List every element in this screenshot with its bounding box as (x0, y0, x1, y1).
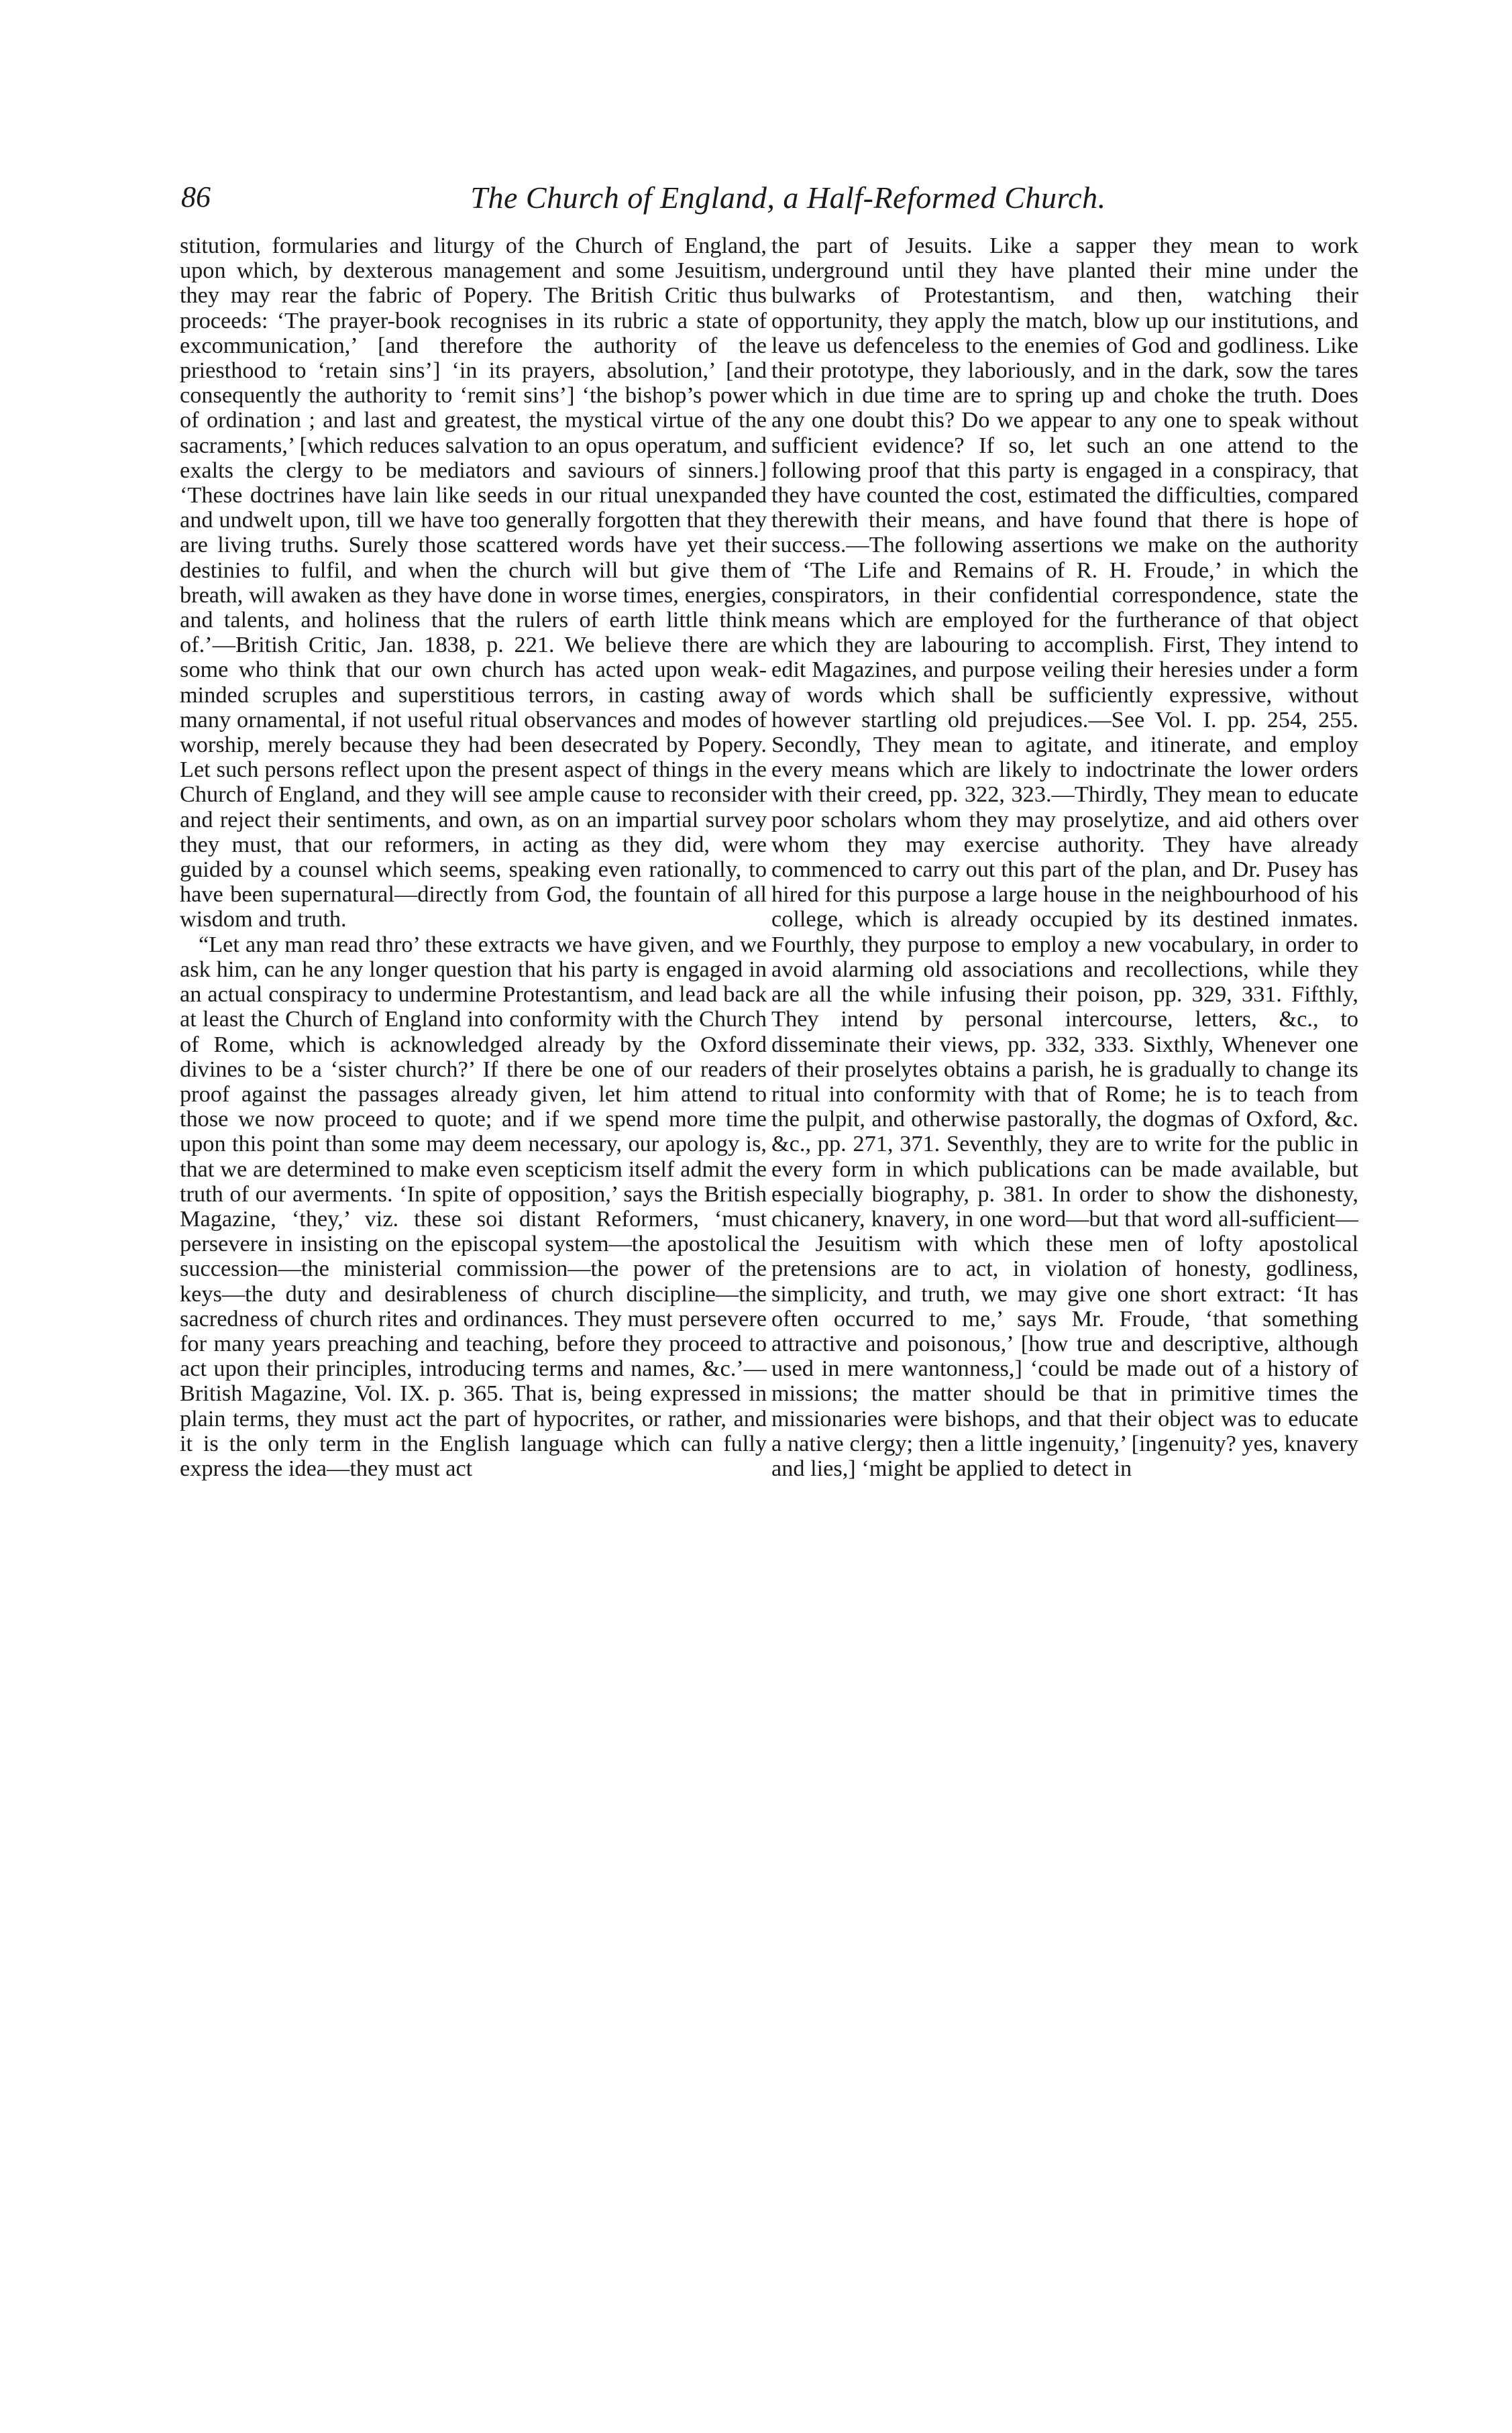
right-column (771, 233, 1358, 2367)
page-header (181, 180, 1395, 227)
left-column (180, 233, 767, 2367)
page-number: 86 (181, 180, 211, 213)
left-paragraph-1: stitution, formularies and liturgy of the Church of England, upon which, by dexterous management and some Jesuitism, they may rear the fabric of Popery. The British Critic thus proceeds: ‘The prayer-book recognises in its rubric a state of excommunication,’ [and therefore the authority of the priesthood to ‘retain sins’] ‘in its prayers, absolution,’ [and consequently the authority to ‘remit sins’] ‘the bishop’s power of ordination ; and last and greatest, the mystical virtue of the sacraments,’ [which reduces salvation to an opus operatum, and exalts the clergy to be mediators and saviours of sinners.] ‘These doctrines have lain like seeds in our ritual unexpanded and undwelt upon, till we have too generally forgotten that they are living truths. Surely those scattered words have yet their destinies to fulfil, and when the church will but give them breath, will awaken as they have done in worse times, energies, and talents, and holiness that the rulers of earth little think of.’—British Critic, Jan. 1838, p. 221. We believe there are some who think that our own church has acted upon weak-minded scruples and superstitious terrors, in casting away many ornamental, if not useful ritual observances and modes of worship, merely because they had been desecrated by Popery. Let such persons reflect upon the present aspect of things in the Church of England, and they will see ample cause to reconsider and reject their sentiments, and own, as on an impartial survey they must, that our reformers, in acting as they did, were guided by a counsel which seems, speaking even rationally, to have been supernatural—directly from God, the fountain of all wisdom and truth. (180, 233, 767, 932)
right-paragraph-1: the part of Jesuits. Like a sapper they mean to work underground until they have planted their mine under the bulwarks of Protestantism, and then, watching their opportunity, they apply the match, blow up our institutions, and leave us defenceless to the enemies of God and godliness. Like their prototype, they laboriously, and in the dark, sow the tares which in due time are to spring up and choke the truth. Does any one doubt this? Do we appear to any one to speak without sufficient evidence? If so, let such an one attend to the following proof that this party is engaged in a conspiracy, that they have counted the cost, estimated the difficulties, compared therewith their means, and have found that there is hope of success.—The following assertions we make on the authority of ‘The Life and Remains of R. H. Froude,’ in which the conspirators, in their confidential correspondence, state the means which are employed for the furtherance of that object which they are labouring to accomplish. First, They intend to edit Magazines, and purpose veiling their heresies under a form of words which shall be sufficiently expressive, without however startling old prejudices.—See Vol. I. pp. 254, 255. Secondly, They mean to agitate, and itinerate, and employ every means which are likely to indoctrinate the lower orders with their creed, pp. 322, 323.—Thirdly, They mean to educate poor scholars whom they may proselytize, and aid others over whom they may exercise authority. They have already commenced to carry out this part of the plan, and Dr. Pusey has hired for this purpose a large house in the neighbourhood of his college, which is already occupied by its destined inmates. Fourthly, they purpose to employ a new vocabulary, in order to avoid alarming old associations and recollections, while they are all the while infusing their poison, pp. 329, 331. Fifthly, They intend by personal intercourse, letters, &c., to disseminate their views, pp. 332, 333. Sixthly, Whenever one of their proselytes obtains a parish, he is gradually to change its ritual into conformity with that of Rome; he is to teach from the pulpit, and otherwise pastorally, the dogmas of Oxford, &c. &c., pp. 271, 371. Seventhly, they are to write for the public in every form in which publications can be made available, but especially biography, p. 381. In order to show the dishonesty, chicanery, knavery, in one word—but that word all-sufficient—the Jesuitism with which these men of lofty apostolical pretensions are to act, in violation of honesty, godliness, simplicity, and truth, we may give one short extract: ‘It has often occurred to me,’ says Mr. Froude, ‘that something attractive and poisonous,’ [how true and descriptive, although used in mere wantonness,] ‘could be made out of a history of missions; the matter should be that in primitive times the missionaries were bishops, and that their object was to educate a native clergy; then a little ingenuity,’ [ingenuity? yes, knavery and lies,] ‘might be applied to detect in (771, 233, 1358, 1481)
running-title: The Church of England, a Half-Reformed Church. (470, 180, 1106, 215)
left-paragraph-2: “Let any man read thro’ these extracts we have given, and we ask him, can he any longer question that his party is engaged in an actual conspiracy to undermine Protestantism, and lead back at least the Church of England into conformity with the Church of Rome, which is acknowledged already by the Oxford divines to be a ‘sister church?’ If there be one of our readers proof against the passages already given, let him attend to those we now proceed to quote; and if we spend more time upon this point than some may deem necessary, our apology is, that we are determined to make even scepticism itself admit the truth of our averments. ‘In spite of opposition,’ says the British Magazine, ‘they,’ viz. these soi distant Reformers, ‘must persevere in insisting on the episcopal system—the apostolical succession—the ministerial commission—the power of the keys—the duty and desirableness of church discipline—the sacredness of church rites and ordinances. They must persevere for many years preaching and teaching, before they proceed to act upon their principles, introducing terms and names, &c.’—British Magazine, Vol. IX. p. 365. That is, being expressed in plain terms, they must act the part of hypocrites, or rather, and it is the only term in the English language which can fully express the idea—they must act (180, 931, 767, 1481)
